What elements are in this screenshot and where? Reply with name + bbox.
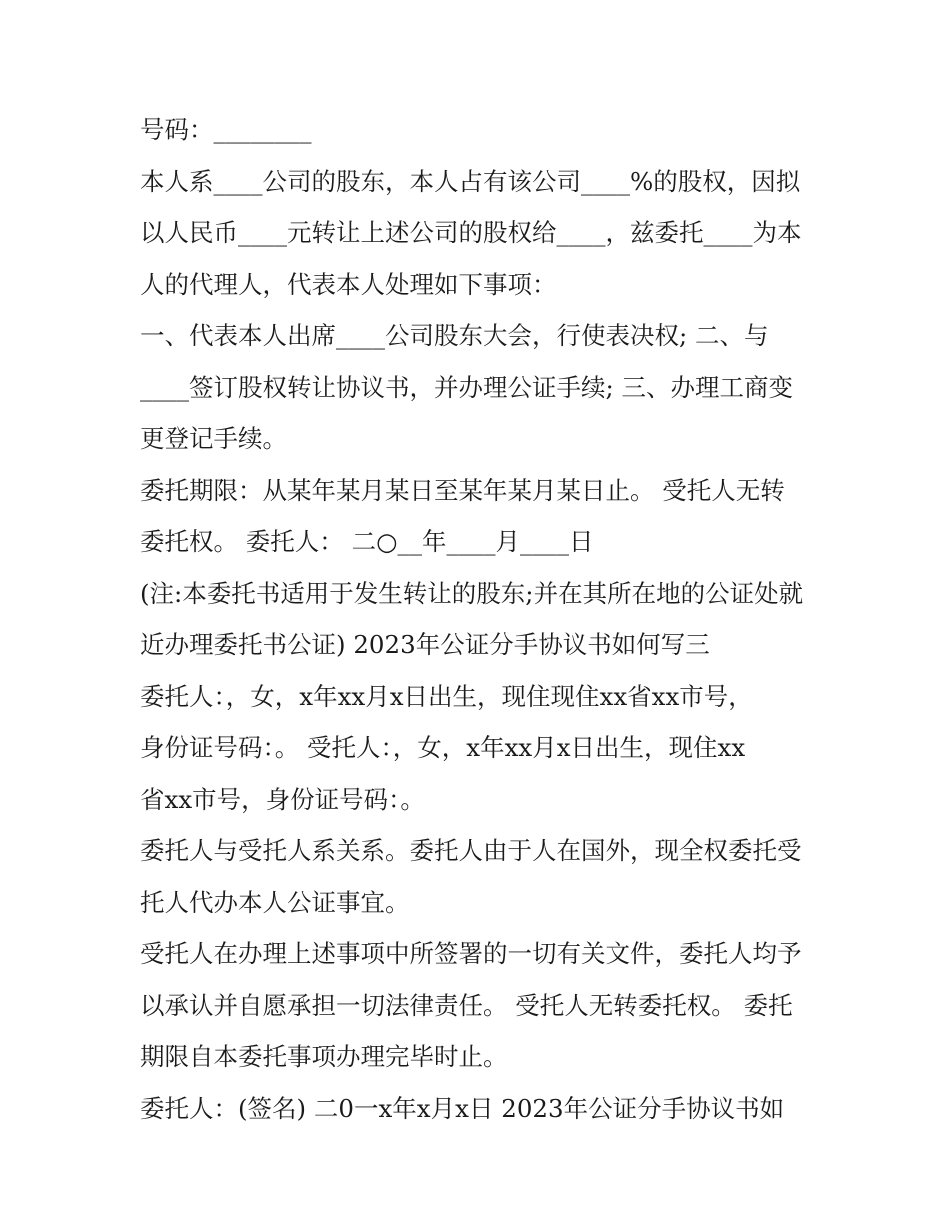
text-line: 身份证号码：。 受托人：，女，x年xx月x日出生，现住xx [140, 733, 746, 762]
text-line: 委托人：，女，x年xx月x日出生，现住现住xx省xx市号， [140, 681, 753, 711]
text-line: 托人代办本人公证事宜。 [140, 887, 410, 917]
text-line: 一、代表本人出席____公司股东大会，行使表决权; 二、与 [140, 321, 769, 350]
text-line: 更登记手续。 [140, 424, 287, 453]
text-line: 委托期限：从某年某月某日至某年某月某日止。 受托人无转 [140, 475, 785, 505]
text-line: 人的代理人，代表本人处理如下事项： [140, 269, 557, 299]
text-line: (注:本委托书适用于发生转让的股东;并在其所在地的公证处就 [140, 578, 804, 608]
text-line: 委托权。 委托人： 二○__年____月____日 [140, 527, 594, 556]
text-line: 受托人在办理上述事项中所签署的一切有关文件，委托人均予 [140, 939, 802, 968]
text-line: 省xx市号，身份证号码：。 [140, 784, 425, 814]
text-line: 近办理委托书公证) 2023年公证分手协议书如何写三 [140, 630, 710, 659]
text-line: 以人民币____元转让上述公司的股权给____，兹委托____为本 [140, 218, 802, 247]
text-line: 委托人与受托人系关系。委托人由于人在国外，现全权委托受 [140, 836, 802, 865]
text-line: 期限自本委托事项办理完毕时止。 [140, 1042, 508, 1071]
text-line: 本人系____公司的股东，本人占有该公司____%的股权，因拟 [140, 166, 801, 196]
text-line: 以承认并自愿承担一切法律责任。 受托人无转委托权。 委托 [140, 990, 793, 1020]
text-line: 号码：________ [140, 115, 312, 144]
document-body [140, 104, 820, 1134]
text-line: ____签订股权转让协议书，并办理公证手续; 三、办理工商变 [140, 372, 794, 402]
text-line: 委托人：(签名) 二0一x年x月x日 2023年公证分手协议书如 [140, 1093, 785, 1123]
